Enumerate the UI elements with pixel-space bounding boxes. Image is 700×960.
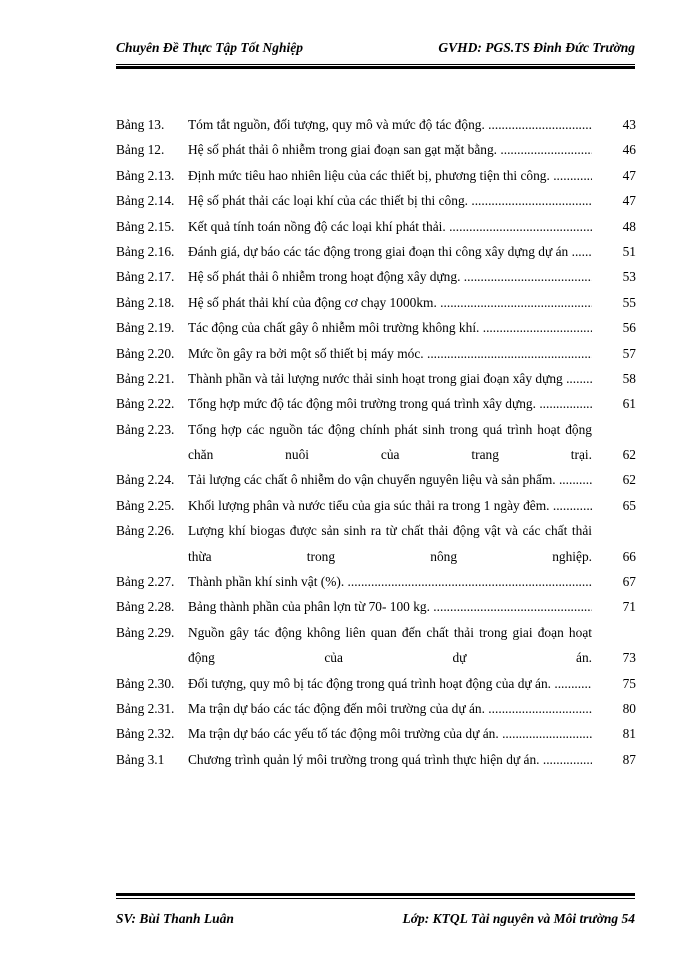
toc-entry-label: Bảng 3.1 bbox=[116, 751, 165, 767]
toc-entry-label: Bảng 2.24. bbox=[116, 472, 175, 488]
toc-entry[interactable] bbox=[116, 747, 636, 772]
header-rule-thick bbox=[116, 66, 635, 69]
toc-entry-label: Bảng 2.25. bbox=[116, 497, 175, 513]
toc-entry-title: Đối tượng, quy mô bị tác động trong quá trình hoạt động của dự án. ..... bbox=[188, 671, 592, 696]
header-title: Chuyên Đề Thực Tập Tốt Nghiệp bbox=[116, 40, 303, 55]
toc-entry[interactable] bbox=[116, 467, 636, 492]
toc-entry[interactable] bbox=[116, 341, 636, 366]
toc-entry-title: Tóm tắt nguồn, đối tượng, quy mô và mức độ tác động. ..... bbox=[188, 112, 592, 137]
toc-entry-label: Bảng 2.29. bbox=[116, 624, 175, 640]
toc-entry-page: 57 bbox=[622, 345, 636, 361]
toc-entry[interactable] bbox=[116, 594, 636, 619]
toc-entry-page: 62 bbox=[622, 472, 636, 488]
toc-entry-title: Tổng hợp các nguồn tác động chính phát sinh trong quá trình hoạt động chăn nuôi của trang trại. ..... bbox=[188, 417, 592, 468]
toc-entry-page: 47 bbox=[622, 193, 636, 209]
toc-entry-label: Bảng 2.13. bbox=[116, 167, 175, 183]
toc-entry[interactable] bbox=[116, 518, 636, 569]
toc-entry-title: Kết quả tính toán nồng độ các loại khí phát thải. ..... bbox=[188, 214, 592, 239]
toc-entry-title: Bảng thành phần của phân lợn từ 70- 100 kg. ..... bbox=[188, 594, 592, 619]
toc-entry[interactable] bbox=[116, 417, 636, 468]
toc-entry-label: Bảng 2.30. bbox=[116, 675, 175, 691]
toc-entry-label: Bảng 2.26. bbox=[116, 523, 175, 539]
toc-entry-label: Bảng 2.19. bbox=[116, 320, 175, 336]
table-of-contents bbox=[116, 112, 636, 772]
toc-entry[interactable] bbox=[116, 214, 636, 239]
toc-entry[interactable] bbox=[116, 290, 636, 315]
toc-entry-title: Hệ số phát thải ô nhiễm trong giai đoạn san gạt mặt bằng. ..... bbox=[188, 137, 592, 162]
toc-entry[interactable] bbox=[116, 671, 636, 696]
toc-entry-label: Bảng 12. bbox=[116, 142, 165, 158]
toc-entry-page: 43 bbox=[622, 117, 636, 132]
toc-entry-title: Ma trận dự báo các yếu tố tác động môi trường của dự án. ..... bbox=[188, 721, 592, 746]
toc-entry-page: 46 bbox=[622, 142, 636, 158]
toc-entry-title: Thành phần khí sinh vật (%). ..... bbox=[188, 569, 592, 594]
toc-entry-page: 73 bbox=[622, 650, 636, 666]
toc-entry-page: 58 bbox=[622, 370, 636, 386]
toc-entry-label: Bảng 2.16. bbox=[116, 243, 175, 259]
toc-entry-page: 66 bbox=[622, 548, 636, 564]
toc-entry-label: Bảng 2.22. bbox=[116, 396, 175, 412]
toc-entry-page: 67 bbox=[622, 574, 636, 590]
toc-entry[interactable] bbox=[116, 188, 636, 213]
toc-entry[interactable] bbox=[116, 264, 636, 289]
toc-entry-title: Đánh giá, dự báo các tác động trong giai đoạn thi công xây dựng dự án ..... bbox=[188, 239, 592, 264]
toc-entry-label: Bảng 2.17. bbox=[116, 269, 175, 285]
toc-entry[interactable] bbox=[116, 239, 636, 264]
toc-entry-label: Bảng 2.21. bbox=[116, 370, 175, 386]
toc-entry[interactable] bbox=[116, 696, 636, 721]
footer-student: SV: Bùi Thanh Luân bbox=[116, 911, 234, 926]
toc-entry[interactable] bbox=[116, 137, 636, 162]
toc-entry-page: 62 bbox=[622, 447, 636, 463]
toc-entry[interactable] bbox=[116, 163, 636, 188]
footer-rule-thin bbox=[116, 898, 635, 899]
toc-entry-page: 55 bbox=[622, 294, 636, 310]
toc-entry-label: Bảng 2.23. bbox=[116, 421, 175, 437]
footer-class: Lớp: KTQL Tài nguyên và Môi trường 54 bbox=[402, 911, 635, 926]
toc-entry-title: Lượng khí biogas được sản sinh ra từ chất thải động vật và các chất thải thừa trong nông nghiệp. ..... bbox=[188, 518, 592, 569]
page-footer bbox=[116, 911, 635, 933]
toc-entry[interactable] bbox=[116, 112, 636, 137]
toc-entry-title: Thành phần và tải lượng nước thải sinh hoạt trong giai đoạn xây dựng ..... bbox=[188, 366, 592, 391]
toc-entry-title: Hệ số phát thải khí của động cơ chạy 1000km. ..... bbox=[188, 290, 592, 315]
toc-entry-title: Định mức tiêu hao nhiên liệu của các thiết bị, phương tiện thi công. ..... bbox=[188, 163, 592, 188]
toc-entry-label: Bảng 2.32. bbox=[116, 726, 175, 742]
toc-entry[interactable] bbox=[116, 366, 636, 391]
toc-entry-page: 51 bbox=[622, 243, 636, 259]
toc-entry-title: Tải lượng các chất ô nhiễm do vận chuyển nguyên liệu và sản phẩm. ..... bbox=[188, 467, 592, 492]
toc-entry-label: Bảng 2.28. bbox=[116, 599, 175, 615]
toc-entry-page: 75 bbox=[622, 675, 636, 691]
toc-entry-title: Tác động của chất gây ô nhiễm môi trường không khí. ..... bbox=[188, 315, 592, 340]
toc-entry-page: 80 bbox=[622, 701, 636, 717]
toc-entry-label: Bảng 2.15. bbox=[116, 218, 175, 234]
header-supervisor: GVHD: PGS.TS Đinh Đức Trường bbox=[438, 40, 635, 55]
toc-entry-page: 65 bbox=[622, 497, 636, 513]
toc-entry[interactable] bbox=[116, 315, 636, 340]
toc-entry-title: Nguồn gây tác động không liên quan đến chất thải trong giai đoạn hoạt động của dự án. ..... bbox=[188, 620, 592, 671]
toc-entry-label: Bảng 2.31. bbox=[116, 701, 175, 717]
toc-entry-page: 53 bbox=[622, 269, 636, 285]
toc-entry-page: 81 bbox=[622, 726, 636, 742]
toc-entry-title: Hệ số phát thải các loại khí của các thiết bị thi công. ..... bbox=[188, 188, 592, 213]
toc-entry-title: Ma trận dự báo các tác động đến môi trường của dự án. ..... bbox=[188, 696, 592, 721]
footer-rule-thick bbox=[116, 893, 635, 896]
toc-entry-page: 48 bbox=[622, 218, 636, 234]
toc-entry-page: 71 bbox=[622, 599, 636, 615]
header-rule-thin bbox=[116, 64, 635, 65]
page-header bbox=[116, 40, 635, 62]
toc-entry-title: Hệ số phát thải ô nhiễm trong hoạt động xây dựng. ..... bbox=[188, 264, 592, 289]
toc-entry[interactable] bbox=[116, 721, 636, 746]
toc-entry-title: Khối lượng phân và nước tiểu của gia súc thải ra trong 1 ngày đêm. ..... bbox=[188, 493, 592, 518]
toc-entry[interactable] bbox=[116, 493, 636, 518]
toc-entry-page: 87 bbox=[622, 751, 636, 767]
toc-entry-page: 56 bbox=[622, 320, 636, 336]
toc-entry-page: 47 bbox=[622, 167, 636, 183]
toc-entry-label: Bảng 2.20. bbox=[116, 345, 175, 361]
toc-entry-label: Bảng 2.18. bbox=[116, 294, 175, 310]
toc-entry[interactable] bbox=[116, 620, 636, 671]
toc-entry-label: Bảng 2.27. bbox=[116, 574, 175, 590]
toc-entry[interactable] bbox=[116, 391, 636, 416]
toc-entry-label: Bảng 2.14. bbox=[116, 193, 175, 209]
toc-entry-title: Mức ồn gây ra bởi một số thiết bị máy móc. ..... bbox=[188, 341, 592, 366]
toc-entry-page: 61 bbox=[622, 396, 636, 412]
toc-entry-title: Chương trình quản lý môi trường trong quá trình thực hiện dự án. ..... bbox=[188, 747, 592, 772]
toc-entry-label: Bảng 13. bbox=[116, 117, 165, 132]
toc-entry-title: Tổng hợp mức độ tác động môi trường trong quá trình xây dựng. ..... bbox=[188, 391, 592, 416]
toc-entry[interactable] bbox=[116, 569, 636, 594]
